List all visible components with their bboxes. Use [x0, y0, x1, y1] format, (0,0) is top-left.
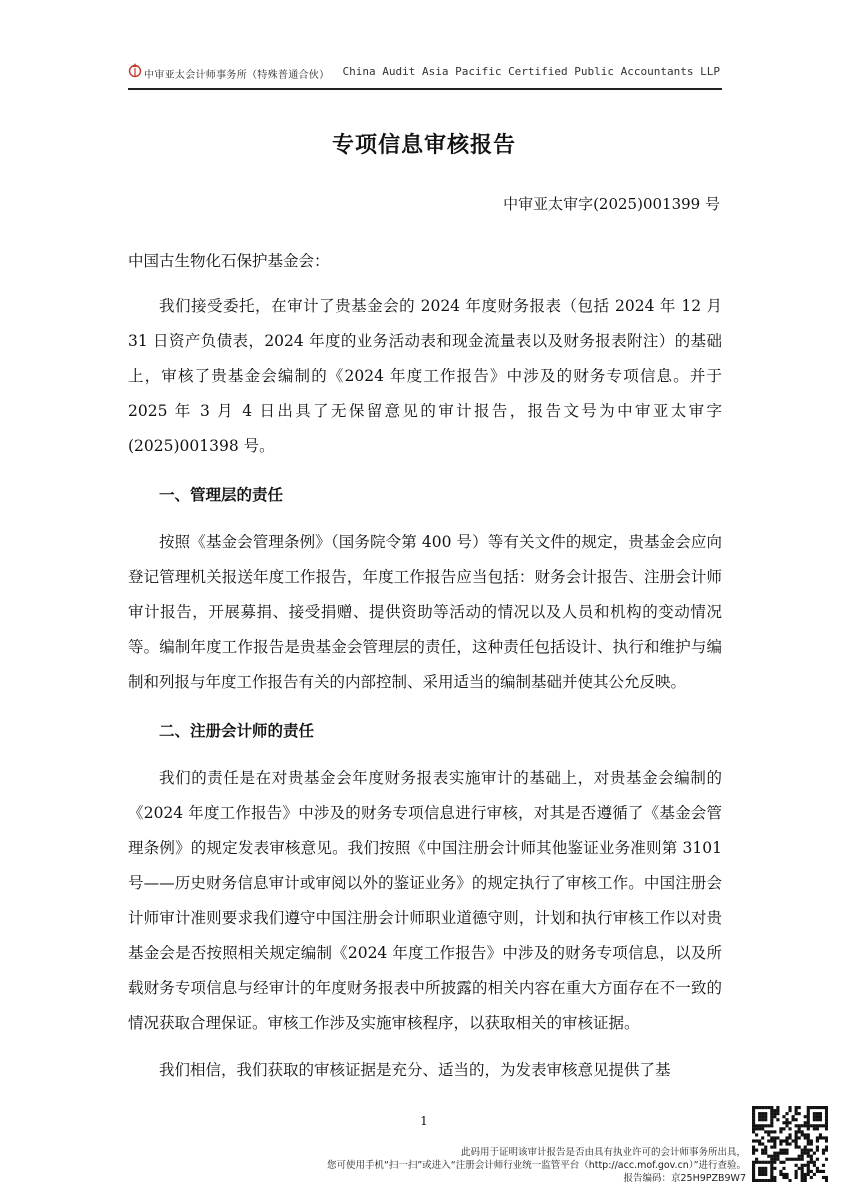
qr-code-icon — [752, 1106, 828, 1182]
document-number: 中审亚太审字(2025)001399 号 — [503, 195, 720, 213]
verification-note — [226, 1146, 746, 1185]
section-heading-cpa: 二、注册会计师的责任 — [159, 722, 315, 740]
page-header — [128, 60, 722, 90]
page-number: 1 — [420, 1114, 428, 1128]
management-responsibility-paragraph: 按照《基金会管理条例》（国务院令第 400 号）等有关文件的规定，贵基金会应向登记管理机关报送年度工作报告，年度工作报告应当包括：财务会计报告、注册会计师审计报告，开展募捐、接受捐赠、提供资助等活动的情况以及人员和机构的变动情况等。编制年度工作报告是贵基金会管理层的责任，这种责任包括设计、执行和维护与编制和列报与年度工作报告有关的内部控制、采用适当的编制基础并使其公允反映。 — [128, 533, 722, 691]
report-title: 专项信息审核报告 — [331, 133, 516, 158]
intro-paragraph: 我们接受委托，在审计了贵基金会的 2024 年度财务报表（包括 2024 年 12 月 31 日资产负债表，2024 年度的业务活动表和现金流量表以及财务报表附注）的基础上，审核了贵基金会编制的《2024 年度工作报告》中涉及的财务专项信息。并于 2025 年 3 月 4 日出具了无保留意见的审计报告，报告文号为中审亚太审字(2025)001398 号。 — [128, 297, 722, 455]
verification-line-2: 您可使用手机“扫一扫”或进入“注册会计师行业统一监管平台（http://acc.mof.gov.cn）”进行查验。 — [326, 1160, 746, 1171]
belief-paragraph: 我们相信，我们获取的审核证据是充分、适当的，为发表审核意见提供了基 — [159, 1061, 671, 1079]
firm-name-cn: 中审亚太会计师事务所（特殊普通合伙） — [144, 70, 330, 81]
report-code: 报告编码：京25H9PZB9W7 — [623, 1173, 746, 1184]
section-heading-management: 一、管理层的责任 — [159, 486, 284, 504]
firm-name-en: China Audit Asia Pacific Certified Public Accountants LLP — [342, 65, 720, 78]
firm-logo-icon — [128, 62, 142, 78]
cpa-responsibility-paragraph: 我们的责任是在对贵基金会年度财务报表实施审计的基础上，对贵基金会编制的《2024 年度工作报告》中涉及的财务专项信息进行审核，对其是否遵循了《基金会管理条例》的规定发表审核意见。我们按照《中国注册会计师其他鉴证业务准则第 3101 号——历史财务信息审计或审阅以外的鉴证业务》的规定执行了审核工作。中国注册会计师审计准则要求我们遵守中国注册会计师职业道德守则，计划和执行审核工作以对贵基金会是否按照相关规定编制《2024 年度工作报告》中涉及的财务专项信息，以及所载财务专项信息与经审计的年度财务报表中所披露的相关内容在重大方面存在不一致的情况获取合理保证。审核工作涉及实施审核程序，以获取相关的审核证据。 — [128, 769, 722, 1032]
salutation: 中国古生物化石保护基金会： — [128, 252, 330, 270]
verification-line-1: 此码用于证明该审计报告是否由具有执业许可的会计师事务所出具， — [460, 1147, 746, 1158]
report-body — [128, 244, 722, 1088]
